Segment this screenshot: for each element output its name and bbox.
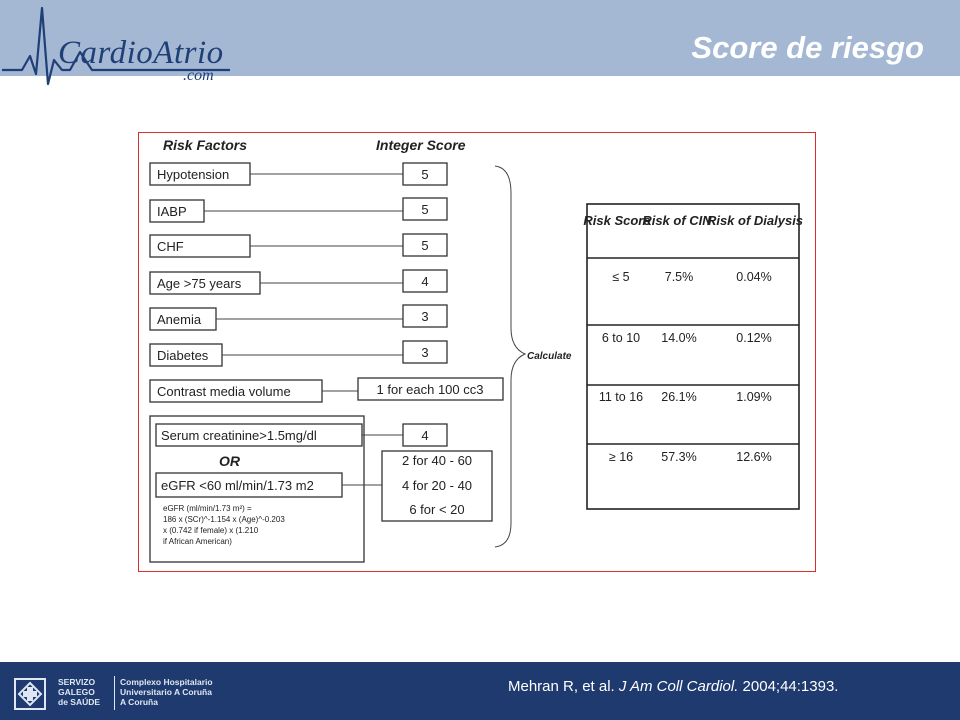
table-cell: ≤ 5 (612, 270, 630, 284)
factor-row-age (150, 270, 447, 294)
factor-label: Anemia (157, 312, 202, 327)
factor-row-anemia (150, 305, 447, 330)
table-cell: 1.09% (736, 390, 772, 404)
egfr-label: eGFR <60 ml/min/1.73 m2 (161, 478, 314, 493)
table-cell: 26.1% (661, 390, 697, 404)
table-cell: ≥ 16 (608, 450, 634, 464)
risk-table (583, 204, 803, 509)
table-cell: 6 to 10 (601, 331, 641, 345)
table-header-risk-cin: Risk of CIN (642, 213, 712, 228)
table-cell: 0.12% (736, 331, 772, 345)
table-cell: 57.3% (661, 450, 697, 464)
factor-row-chf (150, 234, 447, 257)
citation (508, 678, 838, 695)
org-name-hospital: Complexo Hospitalario Universitario A Coruña A Coruña (120, 677, 213, 707)
citation-authors: Mehran R, et al. (508, 678, 619, 695)
or-label: OR (219, 453, 240, 469)
egfr-formula-line: 186 x (SCr)^-1.154 x (Age)^-0.203 (163, 515, 285, 524)
table-header-risk-dialysis: Risk of Dialysis (706, 213, 804, 228)
factor-label: Hypotension (157, 167, 230, 182)
factor-row-hypotension (150, 163, 447, 185)
factor-row-contrast (150, 378, 503, 402)
factor-row-diabetes (150, 341, 447, 366)
factor-score: 5 (421, 167, 429, 182)
renal-function-group (150, 416, 492, 562)
integer-score-header: Integer Score (376, 137, 466, 153)
egfr-score-3: 6 for < 20 (409, 502, 465, 517)
calculate-label: Calculate (527, 351, 572, 362)
serum-creatinine-score: 4 (421, 428, 429, 443)
table-cell: 11 to 16 (598, 390, 644, 404)
factor-score: 4 (421, 274, 429, 289)
calculate-brace (495, 166, 525, 547)
table-cell: 14.0% (661, 331, 697, 345)
logo-text: CardioAtrio (58, 35, 224, 71)
logo-domain: .com (183, 67, 214, 84)
page-title: Score de riesgo (691, 30, 924, 65)
factor-score: 3 (421, 345, 429, 360)
table-header-risk-score: Risk Score (583, 213, 651, 228)
table-cell: 12.6% (736, 450, 772, 464)
serum-creatinine-label: Serum creatinine>1.5mg/dl (161, 428, 317, 443)
factor-score: 3 (421, 309, 429, 324)
egfr-score-2: 4 for 20 - 40 (401, 478, 473, 493)
factor-label: IABP (157, 204, 187, 219)
risk-score-figure (138, 132, 816, 572)
egfr-formula-line: x (0.742 if female) x (1.210 (163, 526, 259, 535)
factor-label: Age >75 years (157, 276, 242, 291)
factor-row-iabp (150, 198, 447, 222)
logo-divider (114, 676, 115, 710)
table-cell: 7.5% (664, 270, 694, 284)
table-cell: 0.04% (736, 270, 772, 284)
egfr-score-1: 2 for 40 - 60 (401, 453, 473, 468)
sergas-cross-icon (14, 678, 46, 710)
factor-score: 5 (421, 202, 429, 217)
risk-score-diagram (139, 133, 816, 572)
egfr-formula-line: eGFR (ml/min/1.73 m²) = (163, 504, 252, 513)
org-name-sergas: SERVIZO GALEGO de SAÚDE (58, 677, 101, 707)
factor-label: CHF (157, 239, 184, 254)
egfr-formula-line: if African American) (163, 537, 232, 546)
citation-journal: J Am Coll Cardiol. (618, 678, 739, 695)
factor-label: Diabetes (157, 348, 209, 363)
factor-label: Contrast media volume (157, 384, 291, 399)
factor-score: 1 for each 100 cc3 (376, 382, 484, 397)
citation-details: 2004;44:1393. (738, 678, 839, 695)
cardioatrio-logo[interactable] (0, 0, 260, 90)
factor-score: 5 (421, 238, 429, 253)
hospital-logo[interactable] (14, 674, 244, 712)
risk-factors-header: Risk Factors (163, 137, 248, 153)
